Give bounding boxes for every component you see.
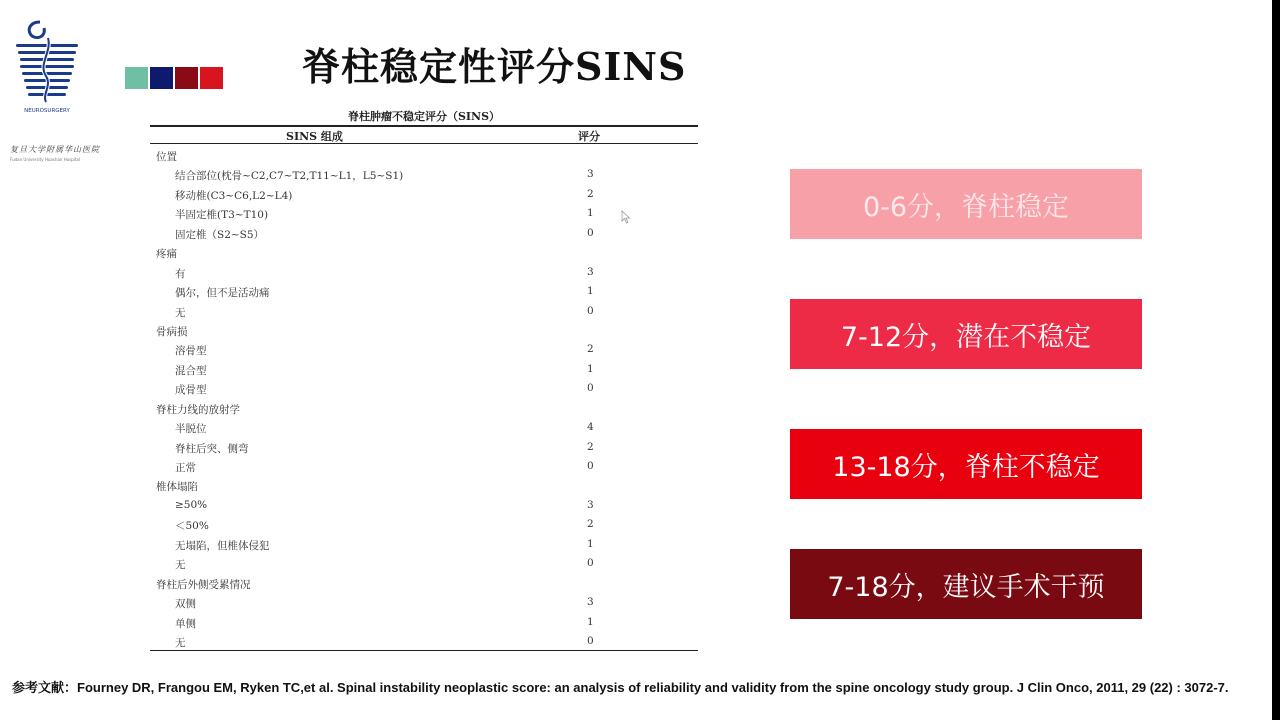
table-row — [150, 593, 698, 612]
table-row — [150, 224, 698, 243]
row-label: 疼痛 — [156, 248, 177, 261]
table-category-row — [150, 574, 698, 593]
table-row — [150, 165, 698, 184]
table-category-row — [150, 321, 698, 340]
row-label: 无 — [175, 306, 186, 319]
table-row — [150, 554, 698, 573]
row-label: 脊柱后外侧受累情况 — [156, 578, 251, 591]
row-label: 混合型 — [175, 364, 207, 377]
table-row — [150, 204, 698, 223]
row-score: 3 — [587, 168, 594, 181]
reference-text: Fourney DR, Frangou EM, Ryken TC,et al. Spinal instability neoplastic score: an analysis of reliability and validity from the spine oncology study group. J Clin Onco, 2011, 29 (22) : 3072-7. — [77, 680, 1229, 695]
row-score: 3 — [587, 265, 594, 278]
row-label: 半脱位 — [175, 423, 207, 436]
color-swatches — [125, 67, 223, 89]
table-row — [150, 302, 698, 321]
table-row — [150, 496, 698, 515]
row-score: 1 — [587, 615, 594, 628]
table-row — [150, 515, 698, 534]
row-score: 0 — [587, 382, 594, 395]
header-score: 评分 — [578, 130, 600, 143]
row-score: 1 — [587, 207, 594, 220]
table-category-row — [150, 399, 698, 418]
row-label: 椎体塌陷 — [156, 481, 198, 494]
table-category-row — [150, 243, 698, 262]
table-row — [150, 360, 698, 379]
row-label: ≥50% — [175, 498, 208, 511]
table-row — [150, 418, 698, 437]
row-score: 0 — [587, 460, 594, 472]
row-label: 无塌陷，但椎体侵犯 — [175, 539, 270, 552]
neurosurgery-logo — [12, 18, 82, 114]
swatch-maroon — [175, 67, 198, 89]
row-score: 2 — [587, 440, 594, 453]
table-bottom-rule — [150, 650, 698, 651]
row-label: 位置 — [156, 151, 177, 163]
header-component: SINS 组成 — [286, 130, 343, 143]
table-row — [150, 535, 698, 554]
table-row — [150, 282, 698, 301]
table-row — [150, 379, 698, 398]
score-band-surgery: 7-18分，建议手术干预 — [790, 549, 1142, 619]
swatch-red — [200, 67, 223, 89]
row-label: 脊柱后突、侧弯 — [175, 442, 249, 455]
score-band-stable: 0-6分，脊柱稳定 — [790, 169, 1142, 239]
row-score: 1 — [587, 285, 594, 298]
row-score: 0 — [587, 226, 594, 239]
university-subtitle: Fudan University Huashan Hospital — [10, 157, 81, 162]
sins-table-body — [150, 146, 698, 651]
row-score: 4 — [587, 421, 594, 434]
row-label: 偶尔，但不是活动痛 — [175, 287, 270, 300]
swatch-teal — [125, 67, 148, 89]
row-label: 正常 — [175, 462, 196, 474]
row-score: 2 — [587, 343, 594, 356]
row-score: 0 — [587, 304, 594, 317]
reference — [12, 679, 1272, 696]
score-band-unstable: 13-18分，脊柱不稳定 — [790, 429, 1142, 499]
table-caption: 脊柱肿瘤不稳定评分（SINS） — [347, 110, 501, 123]
university-name: 复旦大学附属华山医院 — [10, 145, 100, 154]
row-label: 无 — [175, 636, 186, 649]
row-score: 1 — [587, 362, 594, 375]
table-top-rule — [150, 125, 698, 127]
row-label: 溶骨型 — [175, 345, 207, 358]
table-category-row — [150, 476, 698, 495]
row-label: 无 — [175, 559, 186, 572]
row-score: 0 — [587, 634, 594, 647]
window-edge — [1272, 0, 1280, 720]
row-score: 0 — [587, 557, 594, 570]
row-label: 单侧 — [175, 617, 196, 630]
row-label: 固定椎（S2~S5） — [175, 228, 265, 241]
table-header-rule — [150, 143, 698, 144]
row-score: 3 — [587, 498, 594, 511]
row-score: 3 — [587, 596, 594, 609]
row-label: ＜50% — [175, 520, 209, 533]
score-band-potentially-unstable: 7-12分，潜在不稳定 — [790, 299, 1142, 369]
table-row — [150, 632, 698, 651]
row-label: 半固定椎(T3~T10) — [175, 209, 269, 222]
swatch-navy — [150, 67, 173, 89]
table-row — [150, 263, 698, 282]
row-score: 1 — [587, 537, 594, 550]
table-row — [150, 340, 698, 359]
mouse-cursor-icon — [621, 210, 631, 224]
row-score: 2 — [587, 187, 594, 200]
row-score: 2 — [587, 518, 594, 531]
slide-title: 脊柱稳定性评分SINS — [302, 44, 687, 89]
table-row — [150, 457, 698, 476]
logo-text: NEUROSURGERY — [24, 108, 70, 114]
table-category-row — [150, 146, 698, 165]
row-label: 脊柱力线的放射学 — [156, 403, 240, 416]
reference-label: 参考文献： — [12, 680, 78, 695]
table-row — [150, 613, 698, 632]
row-label: 移动椎(C3~C6,L2~L4) — [175, 189, 293, 202]
row-label: 骨病损 — [156, 325, 188, 338]
table-row — [150, 438, 698, 457]
row-label: 成骨型 — [175, 384, 207, 397]
table-row — [150, 185, 698, 204]
row-label: 结合部位(枕骨~C2,C7~T2,T11~L1，L5~S1) — [175, 170, 404, 183]
row-label: 双侧 — [175, 598, 196, 611]
row-label: 有 — [175, 267, 186, 280]
